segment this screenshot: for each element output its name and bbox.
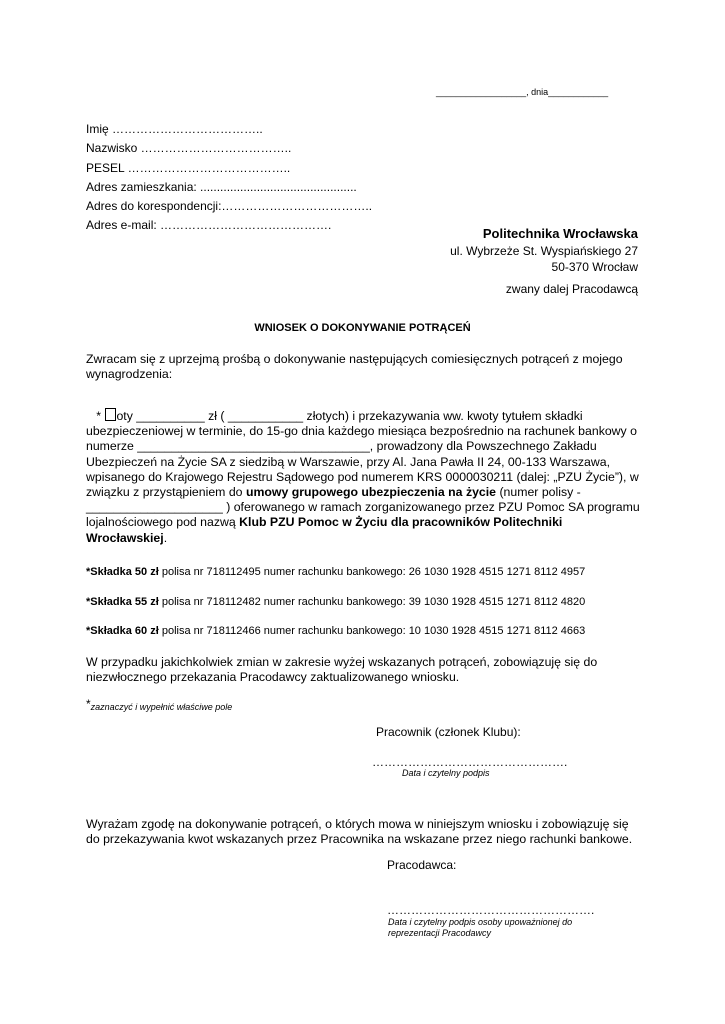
name-field: Imię ……………………………….. — [86, 122, 263, 136]
option-details: polisa nr 718112482 numer rachunku bankowego: 39 1030 1928 4515 1271 8112 4820 — [158, 596, 586, 608]
option-details: polisa nr 718112495 numer rachunku bankowego: 26 1030 1928 4515 1271 8112 4957 — [158, 566, 586, 578]
changes-paragraph — [86, 655, 597, 685]
recipient-street: ul. Wybrzeże St. Wyspiańskiego 27 — [450, 244, 638, 258]
option-60[interactable] — [86, 625, 585, 637]
body-text: oty __________ zł ( ___________ złotych) i przekazywania ww. kwoty tytułem składki — [116, 409, 583, 423]
email-field: Adres e-mail: ……………………………………. — [86, 218, 332, 233]
footnote — [86, 697, 232, 715]
pesel-field: PESEL ………………………………….. — [86, 160, 291, 175]
amount-checkbox[interactable] — [105, 408, 116, 421]
body-line-8 — [86, 515, 640, 530]
sender-block — [86, 120, 372, 236]
footnote-text: zaznaczyć i wypełnić właściwe pole — [90, 702, 233, 712]
option-details: polisa nr 718112466 numer rachunku bankowego: 10 1030 1928 4515 1271 8112 4663 — [158, 625, 586, 637]
consent-paragraph — [86, 817, 632, 847]
body-text: . — [163, 530, 168, 545]
option-label: *Składka 55 zł — [86, 596, 159, 608]
option-label: *Składka 60 zł — [86, 625, 159, 637]
body-line-1 — [86, 408, 640, 424]
body-line-2: ubezpieczeniowej w terminie, do 15-go dnia każdego miesiąca bezpośrednio na rachunek bankowy o — [86, 424, 637, 439]
recipient-note: zwany dalej Pracodawcą — [505, 282, 638, 296]
body-bold-text: Klub PZU Pomoc w Życiu dla pracowników Politechniki — [239, 515, 563, 530]
employee-signature-line[interactable]: …………………………………………. — [372, 755, 568, 769]
asterisk: * — [96, 409, 102, 423]
surname-field: Nazwisko ……………………………….. — [86, 141, 292, 156]
changes-line: W przypadku jakichkolwiek zmian w zakresie wyżej wskazanych potrąceń, zobowiązuję się do — [86, 655, 598, 669]
body-bold-text: umowy grupowego ubezpieczenia na życie — [245, 485, 497, 500]
recipient-name: Politechnika Wrocławska — [482, 226, 638, 241]
body-text: związku z przystąpieniem do — [86, 485, 246, 500]
body-line-6 — [86, 485, 640, 500]
intro-line: wynagrodzenia: — [86, 367, 173, 382]
recipient-city: 50-370 Wrocław — [551, 260, 638, 274]
caption-line: reprezentacji Pracodawcy — [388, 928, 492, 938]
address-field: Adres zamieszkania: ............................................... — [86, 179, 357, 194]
document-title: WNIOSEK O DOKONYWANIE POTRĄCEŃ — [254, 322, 471, 334]
employer-signature-line[interactable]: ……………………………………………. — [387, 903, 595, 917]
body-line-4: Ubezpieczeń na Życie SA z siedzibą w Warszawie, przy Al. Jana Pawła II 24, 00-133 Warszawa, — [86, 454, 610, 469]
recipient-block — [450, 225, 638, 297]
intro-paragraph — [86, 352, 623, 382]
employer-label: Pracodawca: — [387, 858, 457, 872]
employee-label: Pracownik (członek Klubu): — [376, 725, 521, 739]
footnote-asterisk: * — [86, 697, 91, 711]
body-line-5: wpisanego do Krajowego Rejestru Sądowego pod numerem KRS 0000030211 (dalej: „PZU Życie”), w — [86, 469, 639, 484]
consent-line: do przekazywania kwot wskazanych przez Pracownika na wskazane przez niego rachunki bankowe. — [86, 832, 633, 847]
employer-signature-caption — [388, 917, 572, 939]
body-line-3: numerze __________________________________, prowadzony dla Powszechnego Zakładu — [86, 439, 597, 454]
employee-signature-caption: Data i czytelny podpis — [402, 768, 490, 778]
changes-line: niezwłocznego przekazania Pracodawcy zaktualizowanego wniosku. — [86, 670, 460, 685]
option-label: *Składka 50 zł — [86, 566, 159, 578]
body-text: lojalnościowego pod nazwą — [86, 515, 240, 530]
body-bold-text: Wrocławskiej — [86, 530, 164, 545]
consent-line: Wyrażam zgodę na dokonywanie potrąceń, o których mowa w niniejszym wniosku i zobowiązuję się — [86, 817, 629, 831]
place-date-line: __________________, dnia____________ — [436, 87, 609, 97]
caption-line: Data i czytelny podpis osoby upoważnionej do — [388, 917, 573, 927]
body-text: (numer polisy - — [496, 485, 581, 500]
option-50[interactable] — [86, 566, 585, 578]
body-line-9 — [86, 531, 640, 546]
deduction-paragraph — [86, 408, 640, 546]
intro-line: Zwracam się z uprzejmą prośbą o dokonywanie następujących comiesięcznych potrąceń z mojego — [86, 352, 623, 366]
body-line-7: ____________________ ) oferowanego w ramach zorganizowanego przez PZU Pomoc SA programu — [86, 500, 640, 515]
option-55[interactable] — [86, 596, 585, 608]
correspondence-field: Adres do korespondencji:……………………………….. — [86, 199, 373, 214]
